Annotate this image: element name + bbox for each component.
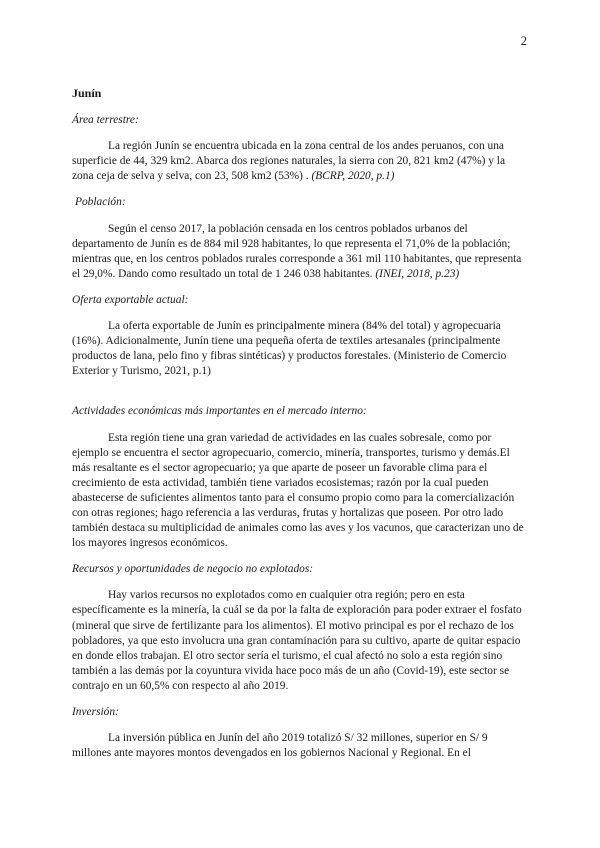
section-paragraph-actividades bbox=[72, 431, 524, 552]
page-number: 2 bbox=[520, 34, 527, 48]
section-heading-oferta: Oferta exportable actual: bbox=[72, 293, 189, 306]
section-paragraph-recursos bbox=[72, 588, 524, 694]
section-paragraph-area bbox=[72, 139, 524, 184]
document-title: Junín bbox=[72, 86, 102, 100]
citation: (INEI, 2018, p.23) bbox=[375, 267, 460, 280]
citation: (BCRP, 2020, p.1) bbox=[311, 170, 395, 183]
spacer bbox=[72, 390, 524, 404]
section-heading-recursos: Recursos y oportunidades de negocio no explotados: bbox=[72, 563, 314, 576]
paragraph-text: La oferta exportable de Junín es principalmente minera (84% del total) y agropecuaria (16%). Adicionalmente, Junín tiene una pequeña oferta de textiles artesanales (principalmente productos de lana, pelo fino y fibras sintéticas) y productos forestales. (Ministerio de Comercio Exterior y Turismo, 2021, p.1) bbox=[72, 320, 507, 378]
section-paragraph-poblacion bbox=[72, 222, 524, 282]
paragraph-text: La región Junín se encuentra ubicada en la zona central de los andes peruanos, con una superficie de 44, 329 km2. Abarca dos regiones naturales, la sierra con 20, 821 km2 (47%) y la zona ceja de selva y selva, con 23, 508 km2 (53%) . bbox=[72, 140, 506, 183]
paragraph-text: Hay varios recursos no explotados como en cualquier otra región; pero en esta específicamente es la minería, la cuál se da por la falta de exploración para poder extraer el fosfato (mineral que sirve de fertilizante para los alimentos). El motivo principal es por el rechazo de los pobladores, ya que esto involucra una gran contaminación para su cultivo, aparte de quitar espacio en donde ellos trabajan. El otro sector sería el turismo, el cual afectó no solo a esta región sino también a las demás por la coyuntura vivida hace poco más de un año (Covid-19), este sector se contrajo en un 60,5% con respecto al año 2019. bbox=[72, 589, 522, 692]
paragraph-text: Según el censo 2017, la población censada en los centros poblados urbanos del departamento de Junín es de 884 mil 928 habitantes, lo que representa el 71,0% de la población; mientras que, en los centros poblados rurales corresponde a 361 mil 110 habitantes, que representa el 29,0%. Dando como resultado un total de 1 246 038 habitantes. bbox=[72, 222, 522, 280]
section-paragraph-oferta bbox=[72, 319, 524, 379]
paragraph-text: Esta región tiene una gran variedad de actividades en las cuales sobresale, como por ejemplo se encuentra el sector agropecuario, comercio, minería, transportes, turismo y demás.El más resaltante es el sector agropecuario; ya que aparte de poseer un favorable clima para el crecimiento de esta actividad, también tiene variados ecosistemas; razón por la cual pueden abastecerse de suficientes alimentos tanto para el consumo propio como para la comercialización con otras regiones; hago referencia a las verduras, frutas y hortalizas que poseen. Por otro lado también destaca su multiplicidad de animales como las aves y los vacunos, que caracterizan uno de los mayores ingresos económicos. bbox=[72, 431, 524, 550]
section-paragraph-inversion bbox=[72, 731, 524, 761]
section-heading-inversion: Inversión: bbox=[72, 706, 119, 718]
section-heading-area: Área terrestre: bbox=[72, 114, 139, 127]
section-heading-actividades: Actividades económicas más importantes en el mercado interno: bbox=[72, 405, 367, 418]
document-body bbox=[72, 86, 524, 772]
section-heading-poblacion: Población: bbox=[75, 196, 126, 209]
paragraph-text: La inversión pública en Junín del año 2019 totalizó S/ 32 millones, superior en S/ 9 millones ante mayores montos devengados en los gobiernos Nacional y Regional. En el bbox=[72, 732, 488, 760]
